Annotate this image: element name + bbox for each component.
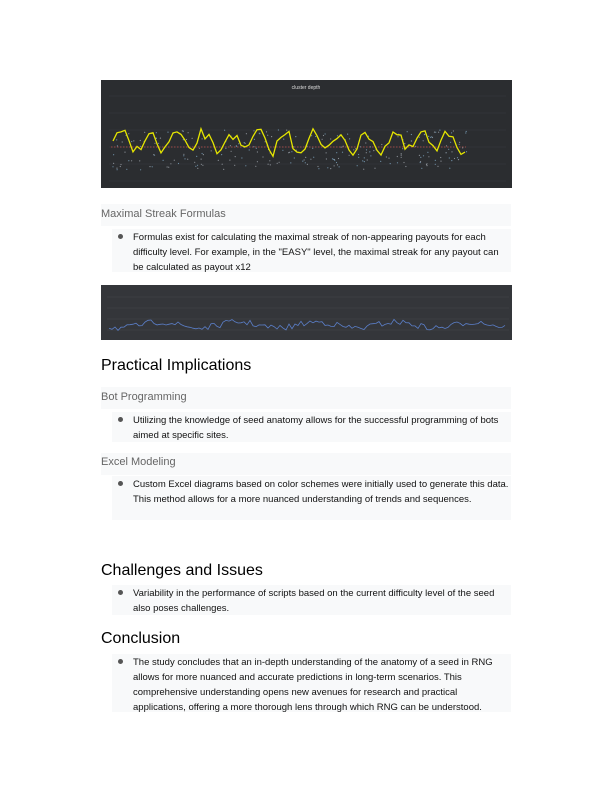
bullet-icon: [118, 417, 123, 422]
scatter-texture-dot: [453, 130, 454, 131]
scatter-texture-dot: [454, 158, 455, 159]
scatter-texture-dot: [223, 169, 224, 170]
maximal-streak-heading: Maximal Streak Formulas: [101, 208, 226, 220]
scatter-texture-dot: [330, 138, 331, 139]
scatter-texture-dot: [197, 165, 198, 166]
streak-chart-svg: [101, 285, 512, 340]
scatter-texture-dot: [451, 132, 452, 133]
scatter-texture-dot: [334, 165, 335, 166]
scatter-texture-dot: [326, 158, 327, 159]
scatter-texture-dot: [257, 151, 258, 152]
scatter-texture-dot: [370, 146, 371, 147]
scatter-texture-dot: [128, 133, 129, 134]
scatter-texture-dot: [116, 139, 117, 140]
scatter-texture-dot: [450, 142, 451, 143]
scatter-texture-dot: [187, 159, 188, 160]
scatter-texture-dot: [183, 154, 184, 155]
scatter-texture-dot: [411, 134, 412, 135]
scatter-texture-dot: [449, 168, 450, 169]
scatter-texture-dot: [435, 164, 436, 165]
scatter-texture-dot: [380, 161, 381, 162]
scatter-texture-dot: [338, 158, 339, 159]
scatter-texture-dot: [131, 141, 132, 142]
scatter-texture-dot: [465, 132, 466, 133]
scatter-texture-dot: [253, 146, 254, 147]
scatter-texture-dot: [152, 166, 153, 167]
scatter-texture-dot: [259, 133, 260, 134]
scatter-texture-dot: [131, 160, 132, 161]
scatter-texture-dot: [183, 155, 184, 156]
scatter-texture-dot: [245, 143, 246, 144]
excel-modeling-text: Custom Excel diagrams based on color schemes were initially used to generate this data. This method allows for a more nuanced understanding of trends and sequences.: [133, 479, 509, 505]
bullet-icon: [118, 659, 123, 664]
scatter-texture-dot: [144, 132, 145, 133]
scatter-texture-dot: [451, 151, 452, 152]
scatter-texture-dot: [310, 159, 311, 160]
scatter-texture-dot: [341, 147, 342, 148]
scatter-texture-dot: [238, 143, 239, 144]
scatter-texture-dot: [332, 158, 333, 159]
scatter-texture-dot: [282, 150, 283, 151]
scatter-texture-dot: [249, 149, 250, 150]
scatter-texture-dot: [139, 160, 140, 161]
scatter-texture-dot: [271, 136, 272, 137]
scatter-texture-dot: [120, 166, 121, 167]
scatter-texture-dot: [277, 163, 278, 164]
scatter-texture-dot: [407, 131, 408, 132]
scatter-texture-dot: [435, 132, 436, 133]
scatter-texture-dot: [236, 145, 237, 146]
scatter-texture-dot: [458, 159, 459, 160]
scatter-texture-dot: [457, 157, 458, 158]
scatter-texture-dot: [140, 169, 141, 170]
scatter-texture-dot: [253, 130, 254, 131]
excel-modeling-heading: Excel Modeling: [101, 456, 176, 468]
scatter-texture-dot: [116, 168, 117, 169]
scatter-texture-dot: [365, 142, 366, 143]
cluster-depth-chart-image: [101, 80, 512, 188]
scatter-texture-dot: [390, 163, 391, 164]
bullet-icon: [118, 234, 123, 239]
scatter-texture-dot: [313, 157, 314, 158]
conclusion-text: The study concludes that an in-depth understanding of the anatomy of a seed in RNG allows for more nuanced and accurate predictions in long-term scenarios. This comprehensive understanding opens new avenues for research and practical applications, offering a more thorough lens through which RNG can be understood.: [133, 657, 493, 713]
scatter-texture-dot: [305, 162, 306, 163]
scatter-texture-dot: [255, 166, 256, 167]
scatter-texture-dot: [397, 136, 398, 137]
scatter-texture-dot: [178, 163, 179, 164]
scatter-texture-dot: [224, 130, 225, 131]
scatter-texture-dot: [133, 140, 134, 141]
scatter-texture-dot: [423, 140, 424, 141]
streak-chart-image: [101, 285, 512, 340]
scatter-texture-dot: [434, 132, 435, 133]
scatter-texture-dot: [184, 158, 185, 159]
scatter-texture-dot: [160, 138, 161, 139]
scatter-texture-dot: [337, 135, 338, 136]
scatter-texture-dot: [364, 157, 365, 158]
scatter-texture-dot: [419, 137, 420, 138]
scatter-texture-dot: [343, 146, 344, 147]
line-texture: [109, 319, 505, 330]
scatter-texture-dot: [120, 164, 121, 165]
scatter-texture-dot: [337, 164, 338, 165]
scatter-texture-dot: [411, 140, 412, 141]
scatter-texture-dot: [202, 153, 203, 154]
scatter-texture-dot: [370, 155, 371, 156]
scatter-texture-dot: [149, 166, 150, 167]
bot-programming-heading: Bot Programming: [101, 391, 187, 403]
challenges-text: Variability in the performance of scripts based on the current difficulty level of the seed also poses challenges.: [133, 588, 495, 614]
chart-title: cluster depth: [291, 85, 321, 91]
scatter-texture-dot: [423, 155, 424, 156]
scatter-texture-dot: [466, 131, 467, 132]
scatter-texture-dot: [140, 146, 141, 147]
scatter-texture-dot: [420, 157, 421, 158]
scatter-texture-dot: [192, 138, 193, 139]
scatter-texture-dot: [188, 132, 189, 133]
scatter-texture-dot: [186, 139, 187, 140]
scatter-texture-dot: [446, 152, 447, 153]
scatter-texture-dot: [446, 145, 447, 146]
scatter-texture-dot: [113, 163, 114, 164]
scatter-texture-dot: [218, 160, 219, 161]
scatter-texture-dot: [202, 165, 203, 166]
scatter-texture-dot: [317, 166, 318, 167]
scatter-texture-dot: [327, 167, 328, 168]
scatter-texture-dot: [269, 160, 270, 161]
scatter-texture-dot: [124, 152, 125, 153]
scatter-texture-dot: [194, 162, 195, 163]
scatter-texture-dot: [288, 152, 289, 153]
scatter-texture-dot: [401, 157, 402, 158]
scatter-texture-dot: [315, 136, 316, 137]
scatter-texture-dot: [295, 136, 296, 137]
scatter-texture-dot: [322, 139, 323, 140]
scatter-texture-dot: [342, 152, 343, 153]
scatter-texture-dot: [234, 165, 235, 166]
scatter-texture-dot: [117, 145, 118, 146]
scatter-texture-dot: [386, 156, 387, 157]
scatter-texture-dot: [438, 132, 439, 133]
scatter-texture-dot: [201, 159, 202, 160]
scatter-texture-dot: [278, 129, 279, 130]
scatter-texture-dot: [140, 140, 141, 141]
scatter-texture-dot: [113, 154, 114, 155]
scatter-texture-dot: [290, 162, 291, 163]
scatter-texture-dot: [330, 168, 331, 169]
scatter-texture-dot: [311, 135, 312, 136]
scatter-texture-dot: [117, 169, 118, 170]
scatter-texture-dot: [358, 154, 359, 155]
scatter-texture-dot: [381, 144, 382, 145]
scatter-texture-dot: [167, 132, 168, 133]
scatter-texture-dot: [235, 156, 236, 157]
scatter-texture-dot: [312, 148, 313, 149]
scatter-texture-dot: [415, 146, 416, 147]
scatter-texture-dot: [302, 161, 303, 162]
scatter-texture-dot: [366, 152, 367, 153]
scatter-texture-dot: [451, 160, 452, 161]
scatter-texture-dot: [440, 161, 441, 162]
scatter-texture-dot: [195, 166, 196, 167]
scatter-texture-dot: [347, 134, 348, 135]
scatter-texture-dot: [397, 156, 398, 157]
scatter-texture-dot: [367, 159, 368, 160]
scatter-texture-dot: [112, 166, 113, 167]
scatter-texture-dot: [122, 141, 123, 142]
scatter-texture-dot: [158, 143, 159, 144]
scatter-texture-dot: [357, 165, 358, 166]
scatter-texture-dot: [196, 156, 197, 157]
scatter-texture-dot: [421, 168, 422, 169]
scatter-texture-dot: [294, 157, 295, 158]
scatter-texture-dot: [286, 130, 287, 131]
scatter-texture-dot: [307, 164, 308, 165]
scatter-texture-dot: [279, 162, 280, 163]
scatter-texture-dot: [363, 169, 364, 170]
scatter-texture-dot: [466, 151, 467, 152]
scatter-texture-dot: [364, 161, 365, 162]
scatter-texture-dot: [336, 162, 337, 163]
scatter-texture-dot: [126, 169, 127, 170]
scatter-texture-dot: [339, 166, 340, 167]
scatter-texture-dot: [197, 168, 198, 169]
scatter-texture-dot: [230, 145, 231, 146]
scatter-texture-dot: [304, 159, 305, 160]
scatter-texture-dot: [403, 162, 404, 163]
scatter-texture-dot: [266, 131, 267, 132]
scatter-texture-dot: [182, 130, 183, 131]
scatter-texture-dot: [199, 148, 200, 149]
scatter-texture-dot: [360, 146, 361, 147]
scatter-texture-dot: [202, 138, 203, 139]
scatter-texture-dot: [257, 161, 258, 162]
scatter-texture-dot: [349, 155, 350, 156]
scatter-texture-dot: [318, 168, 319, 169]
scatter-texture-dot: [397, 162, 398, 163]
scatter-texture-dot: [325, 133, 326, 134]
scatter-texture-dot: [222, 164, 223, 165]
scatter-texture-dot: [349, 138, 350, 139]
cluster-depth-chart-svg: [101, 80, 512, 188]
scatter-texture-dot: [404, 143, 405, 144]
scatter-texture-dot: [245, 165, 246, 166]
scatter-texture-dot: [336, 152, 337, 153]
scatter-texture-dot: [358, 157, 359, 158]
practical-implications-heading: Practical Implications: [101, 357, 252, 374]
scatter-texture-dot: [231, 151, 232, 152]
scatter-texture-dot: [353, 149, 354, 150]
scatter-texture-dot: [431, 136, 432, 137]
scatter-texture-dot: [167, 166, 168, 167]
scatter-texture-dot: [388, 158, 389, 159]
scatter-texture-dot: [305, 157, 306, 158]
scatter-texture-dot: [267, 135, 268, 136]
scatter-texture-dot: [440, 157, 441, 158]
scatter-texture-dot: [170, 163, 171, 164]
scatter-texture-dot: [420, 162, 421, 163]
scatter-texture-dot: [419, 155, 420, 156]
bullet-icon: [118, 481, 123, 486]
scatter-texture-dot: [153, 154, 154, 155]
scatter-texture-dot: [401, 155, 402, 156]
scatter-texture-dot: [291, 151, 292, 152]
scatter-texture-dot: [462, 147, 463, 148]
scatter-texture-dot: [262, 156, 263, 157]
scatter-texture-dot: [449, 157, 450, 158]
scatter-texture-dot: [459, 144, 460, 145]
conclusion-heading: Conclusion: [101, 630, 181, 647]
scatter-texture-dot: [244, 142, 245, 143]
scatter-texture-dot: [439, 130, 440, 131]
scatter-texture-dot: [163, 160, 164, 161]
scatter-texture-dot: [369, 151, 370, 152]
scatter-texture-dot: [156, 132, 157, 133]
scatter-texture-dot: [254, 139, 255, 140]
scatter-texture-dot: [428, 156, 429, 157]
scatter-texture-dot: [373, 150, 374, 151]
scatter-texture-dot: [428, 136, 429, 137]
scatter-texture-dot: [221, 154, 222, 155]
bot-programming-text: Utilizing the knowledge of seed anatomy allows for the successful programming of bots aimed at specific sites.: [133, 415, 499, 441]
maximal-streak-text: Formulas exist for calculating the maximal streak of non-appearing payouts for each difficulty level. For example, in the "EASY" level, the maximal streak for any payout can be calculated as payout x12: [133, 232, 499, 273]
scatter-texture-dot: [402, 148, 403, 149]
scatter-texture-dot: [334, 160, 335, 161]
scatter-texture-dot: [229, 160, 230, 161]
scatter-texture-dot: [168, 167, 169, 168]
scatter-texture-dot: [283, 139, 284, 140]
scatter-texture-dot: [437, 166, 438, 167]
scatter-texture-dot: [256, 148, 257, 149]
scatter-texture-dot: [459, 142, 460, 143]
challenges-heading: Challenges and Issues: [101, 562, 263, 579]
scatter-texture-dot: [448, 149, 449, 150]
scatter-texture-dot: [326, 152, 327, 153]
scatter-texture-dot: [405, 166, 406, 167]
scatter-texture-dot: [426, 163, 427, 164]
zigzag-texture: [113, 129, 465, 157]
scatter-texture-dot: [154, 143, 155, 144]
scatter-texture-dot: [201, 164, 202, 165]
scatter-texture-dot: [366, 149, 367, 150]
bullet-icon: [118, 590, 123, 595]
scatter-texture-dot: [268, 164, 269, 165]
scatter-texture-dot: [374, 168, 375, 169]
scatter-texture-dot: [246, 133, 247, 134]
scatter-texture-dot: [430, 137, 431, 138]
scatter-texture-dot: [427, 152, 428, 153]
scatter-texture-dot: [128, 160, 129, 161]
scatter-texture-dot: [241, 157, 242, 158]
scatter-texture-dot: [424, 134, 425, 135]
scatter-texture-dot: [323, 135, 324, 136]
scatter-texture-dot: [435, 160, 436, 161]
scatter-texture-dot: [270, 164, 271, 165]
scatter-texture-dot: [426, 165, 427, 166]
scatter-texture-dot: [203, 154, 204, 155]
scatter-texture-dot: [225, 148, 226, 149]
scatter-texture-dot: [362, 160, 363, 161]
scatter-texture-dot: [174, 160, 175, 161]
scatter-texture-dot: [401, 153, 402, 154]
scatter-texture-dot: [211, 150, 212, 151]
